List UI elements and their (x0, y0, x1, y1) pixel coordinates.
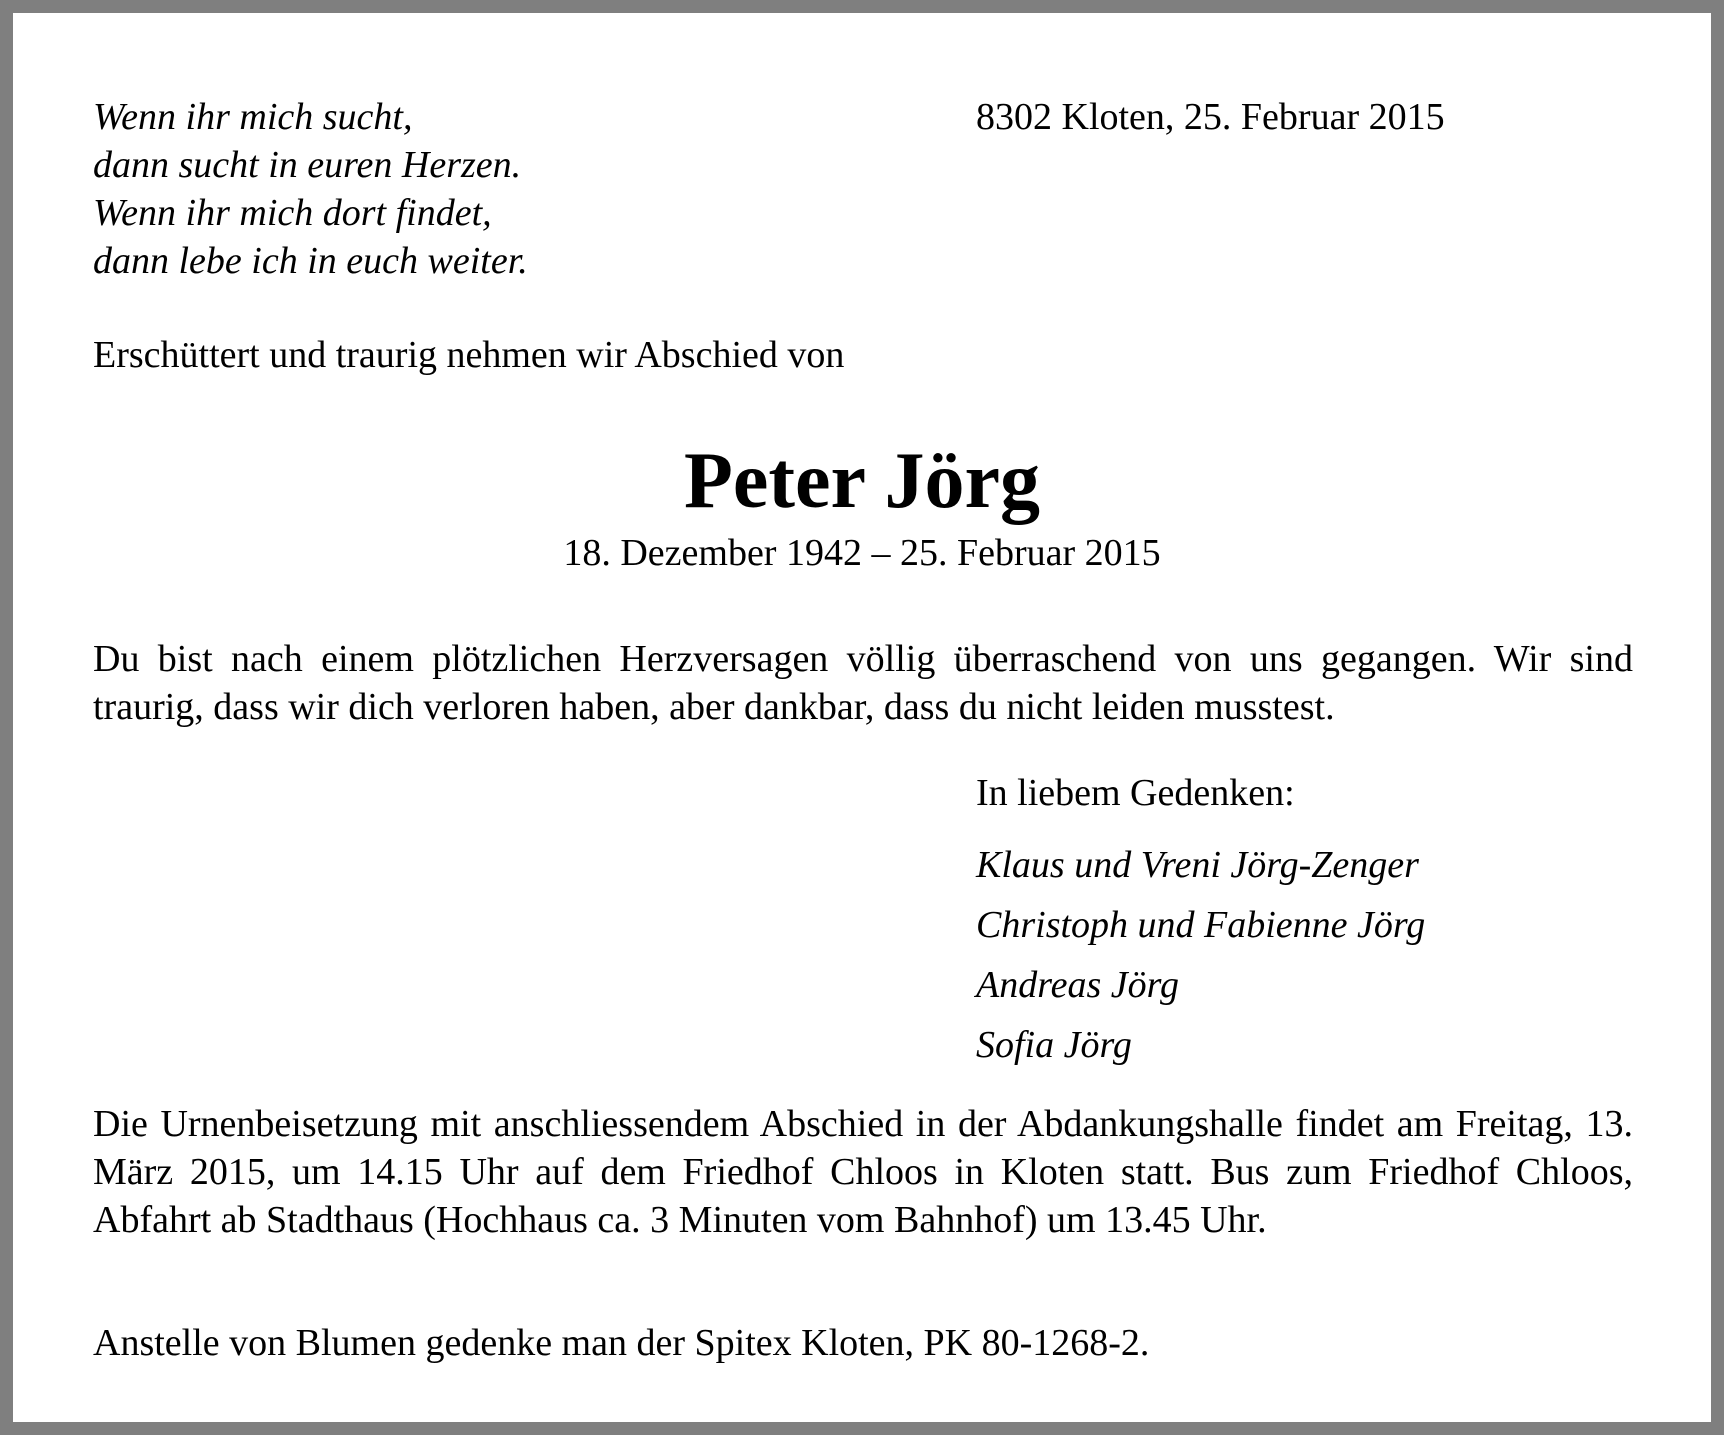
mourners-list (976, 835, 1425, 1075)
poem-line: dann lebe ich in euch weiter. (93, 240, 528, 282)
donation-notice: Anstelle von Blumen gedenke man der Spitex Kloten, PK 80-1268-2. (93, 1322, 1150, 1364)
memory-heading: In liebem Gedenken: (976, 772, 1295, 814)
mourner-name: Andreas Jörg (976, 964, 1179, 1006)
deceased-name: Peter Jörg (683, 437, 1041, 525)
mourner-name: Sofia Jörg (976, 1024, 1132, 1066)
funeral-notice: Die Urnenbeisetzung mit anschliessendem Abschied in der Abdankungshalle findet am Freitag, 13. März 2015, um 14.15 Uhr auf dem Friedhof Chloos in Kloten statt. Bus zum Friedhof Chloos, Abfahrt ab Stadthaus (Hochhaus ca. 3 Minuten vom Bahnhof) um 13.45 Uhr. (93, 1103, 1633, 1241)
poem-line: dann sucht in euren Herzen. (93, 144, 522, 186)
poem-line: Wenn ihr mich sucht, (93, 96, 413, 138)
place-date: 8302 Kloten, 25. Februar 2015 (976, 96, 1445, 138)
mourner-name: Klaus und Vreni Jörg-Zenger (976, 844, 1419, 886)
intro-line: Erschüttert und traurig nehmen wir Abschied von (93, 334, 845, 376)
farewell-message: Du bist nach einem plötzlichen Herzversagen völlig überraschend von uns gegangen. Wir sind traurig, dass wir dich verloren haben, aber dankbar, dass du nicht leiden musstest. (93, 638, 1633, 728)
mourner-name: Christoph und Fabienne Jörg (976, 904, 1426, 946)
poem (93, 93, 528, 285)
lifespan-dates: 18. Dezember 1942 – 25. Februar 2015 (563, 532, 1161, 574)
poem-line: Wenn ihr mich dort findet, (93, 192, 492, 234)
